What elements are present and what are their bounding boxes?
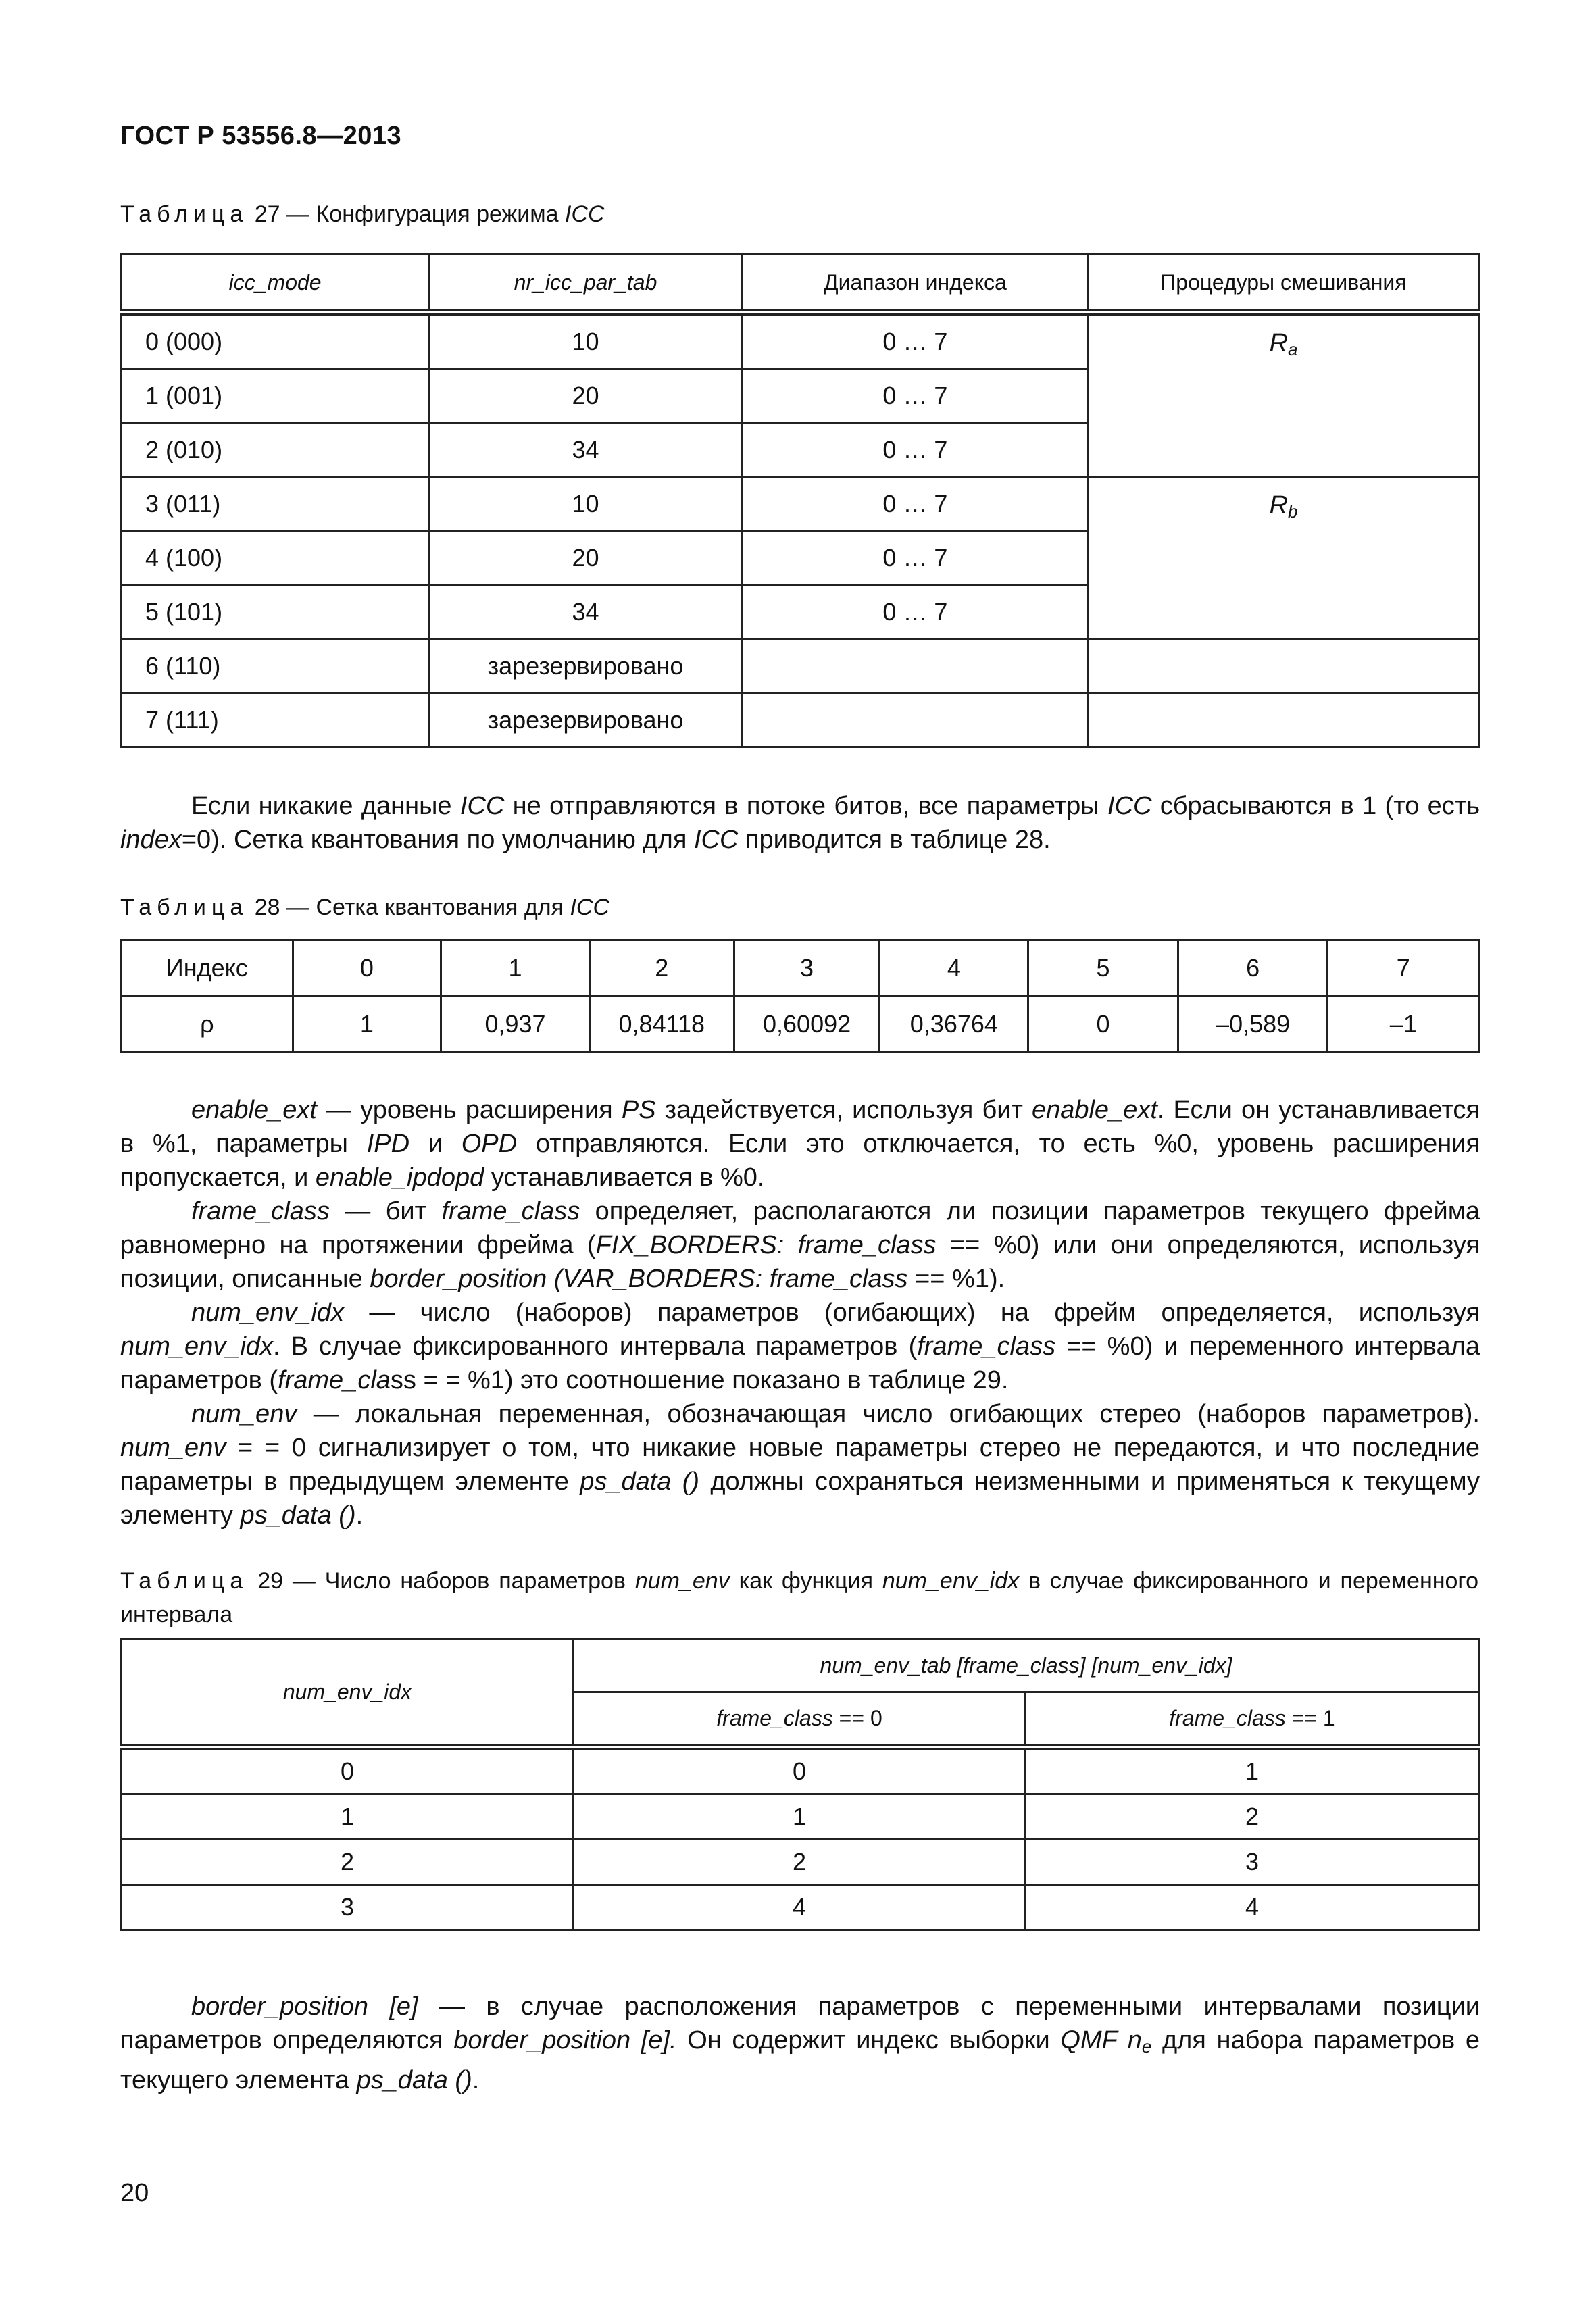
table-27 <box>120 253 1480 748</box>
table-cell: 20 <box>429 369 743 423</box>
table-cell: 0 <box>122 1747 574 1794</box>
table-cell: зарезервировано <box>429 639 743 693</box>
table-cell: 0 … 7 <box>742 477 1088 531</box>
table-cell: 0 <box>574 1747 1026 1794</box>
table-cell: 6 <box>1178 940 1328 997</box>
table-cell: 20 <box>429 531 743 585</box>
table-cell: 4 <box>880 940 1028 997</box>
table-cell: ρ <box>122 997 293 1053</box>
table-cell: 0 … 7 <box>742 531 1088 585</box>
paragraph-num-env-idx: num_env_idx — число (наборов) параметров (огибающих) на фрейм определяется, используя num_env_idx. В случае фиксированного интервала параметров (frame_class == %0) и переменного интервала параметров (frame_class = = %1) это соотношение показано в таблице 29. <box>120 1299 1480 1394</box>
standard-header: ГОСТ Р 53556.8—2013 <box>120 122 402 150</box>
mixing-procedure-cell: $R_a$ <box>1088 313 1478 477</box>
table-29 <box>120 1638 1480 1931</box>
table-cell: Индекс <box>122 940 293 997</box>
page-number: 20 <box>120 2179 149 2207</box>
table-29-caption: Таблица 29 — Число наборов параметров num_env как функция num_env_idx в случае фиксированного и переменного интервала <box>120 1568 1478 1628</box>
table-cell: 1 <box>122 1794 574 1840</box>
table-cell <box>742 639 1088 693</box>
table-cell: 2 <box>589 940 734 997</box>
table-cell: –1 <box>1328 997 1479 1053</box>
table-cell: 5 <box>1028 940 1178 997</box>
table-cell: 3 (011) <box>122 477 429 531</box>
table-cell: 0 … 7 <box>742 423 1088 477</box>
table-row <box>122 639 1479 693</box>
table-row <box>122 477 1479 531</box>
table-row <box>122 1794 1479 1840</box>
table-cell: 0,937 <box>441 997 590 1053</box>
table-cell: 0 (000) <box>122 313 429 369</box>
table-cell: зарезервировано <box>429 693 743 747</box>
table-cell: 7 <box>1328 940 1479 997</box>
table-cell: 4 <box>574 1885 1026 1930</box>
table-cell: 3 <box>1026 1840 1479 1885</box>
paragraph-border-position: border_position [e] — в случае расположения параметров с переменными интервалами позиции параметров определяются border_position [e]. Он содержит индекс выборки QMF $n_e$ для набора параметров e текущего элемента ps_data (). <box>120 1992 1480 2094</box>
table-row <box>122 693 1479 747</box>
table-cell: 4 <box>1026 1885 1479 1930</box>
paragraph-enable-ext: enable_ext — уровень расширения PS задействуется, используя бит enable_ext. Если он устанавливается в %1, параметры IPD и OPD отправляются. Если это отключается, то есть %0, уровень расширения пропускается, и enable_ipdopd устанавливается в %0. <box>120 1096 1480 1192</box>
table-cell: 0,36764 <box>880 997 1028 1053</box>
table-row <box>122 1840 1479 1885</box>
table-row <box>122 940 1479 997</box>
table-cell: 0,60092 <box>734 997 880 1053</box>
table-28-caption: Таблица 28 — Сетка квантования для ICC <box>120 895 610 920</box>
table-cell: 1 <box>1026 1747 1479 1794</box>
table-cell: 1 <box>293 997 441 1053</box>
mixing-procedure-cell: $R_b$ <box>1088 477 1478 639</box>
table-28 <box>120 939 1480 1053</box>
table-cell: 2 <box>122 1840 574 1885</box>
table-row <box>122 1885 1479 1930</box>
column-header: icc_mode <box>122 255 429 313</box>
table-cell: 1 <box>441 940 590 997</box>
table-cell: 34 <box>429 423 743 477</box>
table-cell: 7 (111) <box>122 693 429 747</box>
table-row <box>122 997 1479 1053</box>
table-cell: 1 <box>574 1794 1026 1840</box>
table-cell: 3 <box>122 1885 574 1930</box>
table-cell: 0 … 7 <box>742 585 1088 639</box>
table-cell: 10 <box>429 477 743 531</box>
table-cell: 3 <box>734 940 880 997</box>
paragraph-frame-class: frame_class — бит frame_class определяет, располагаются ли позиции параметров текущего фрейма равномерно на протяжении фрейма (FIX_BORDERS: frame_class == %0) или они определяются, используя позиции, описанные border_position (VAR_BORDERS: frame_class == %1). <box>120 1197 1480 1293</box>
table-cell <box>742 693 1088 747</box>
table-cell: 10 <box>429 313 743 369</box>
table-cell: 0 … 7 <box>742 369 1088 423</box>
column-header: nr_icc_par_tab <box>429 255 743 313</box>
column-header: Диапазон индекса <box>742 255 1088 313</box>
table-cell: 1 (001) <box>122 369 429 423</box>
table-cell: 2 <box>1026 1794 1479 1840</box>
table-cell: 5 (101) <box>122 585 429 639</box>
table-cell <box>1088 639 1478 693</box>
table-cell: 2 (010) <box>122 423 429 477</box>
table-cell: 0 … 7 <box>742 313 1088 369</box>
table-row <box>122 1747 1479 1794</box>
paragraph-num-env: num_env — локальная переменная, обозначающая число огибающих стерео (наборов параметров). num_env = = 0 сигнализирует о том, что никакие новые параметры стерео не передаются, и что последние параметры в предыдущем элементе ps_data () должны сохраняться неизменными и применяться к текущему элементу ps_data (). <box>120 1400 1480 1530</box>
table-cell: 0 <box>293 940 441 997</box>
table-cell: 4 (100) <box>122 531 429 585</box>
column-header: Процедуры смешивания <box>1088 255 1478 313</box>
definitions-block <box>120 1093 1480 1532</box>
table-27-caption: Таблица 27 — Конфигурация режима ICC <box>120 201 605 227</box>
table-cell: 6 (110) <box>122 639 429 693</box>
paragraph-icc-default: Если никакие данные ICC не отправляются в потоке битов, все параметры ICC сбрасываются в 1 (то есть index=0). Сетка квантования по умолчанию для ICC приводится в таблице 28. <box>120 792 1480 854</box>
table-cell: 2 <box>574 1840 1026 1885</box>
column-header: frame_class == 0 <box>574 1692 1026 1747</box>
column-header: num_env_idx <box>122 1640 574 1747</box>
column-header: frame_class == 1 <box>1026 1692 1479 1747</box>
table-cell: 34 <box>429 585 743 639</box>
table-row <box>122 313 1479 369</box>
column-group-header: num_env_tab [frame_class] [num_env_idx] <box>574 1640 1479 1692</box>
table-cell <box>1088 693 1478 747</box>
table-cell: 0 <box>1028 997 1178 1053</box>
table-cell: 0,84118 <box>589 997 734 1053</box>
table-cell: –0,589 <box>1178 997 1328 1053</box>
